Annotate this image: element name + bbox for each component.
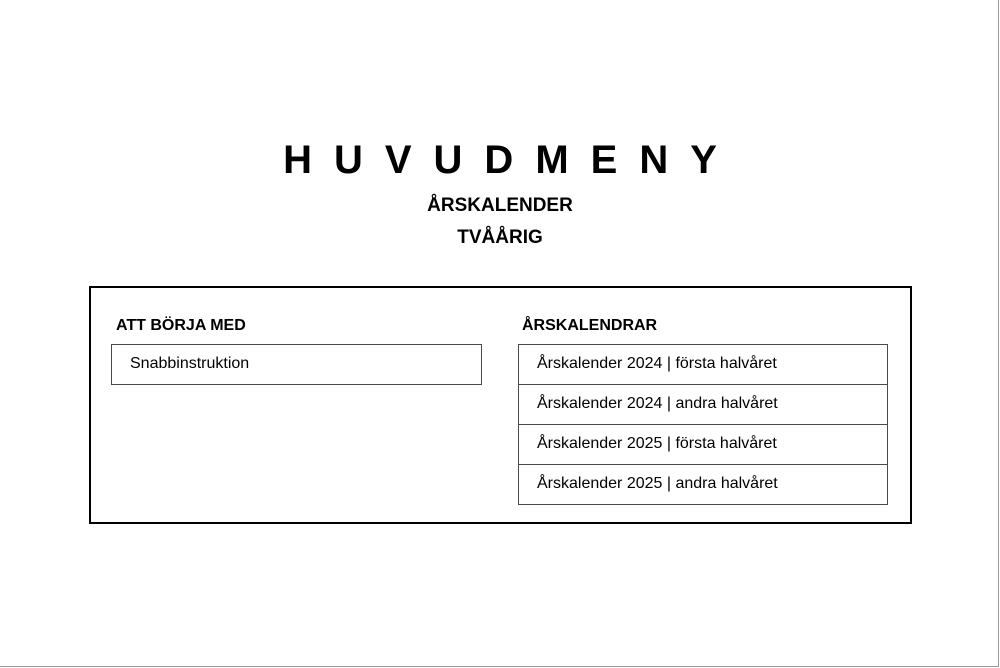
link-calendar-2024-first-half[interactable]: Årskalender 2024 | första halvåret (518, 344, 888, 385)
calendars-list (518, 344, 888, 505)
link-calendar-2024-second-half[interactable]: Årskalender 2024 | andra halvåret (518, 385, 888, 425)
page-subtitle-secondary: TVÅÅRIG (457, 227, 543, 248)
link-calendar-2025-second-half[interactable]: Årskalender 2025 | andra halvåret (518, 465, 888, 505)
link-quick-instructions[interactable]: Snabbinstruktion (111, 344, 482, 385)
section-heading-getting-started: ATT BÖRJA MED (116, 317, 246, 334)
link-calendar-2025-first-half[interactable]: Årskalender 2025 | första halvåret (518, 425, 888, 465)
page-title: HUVUDMENY (283, 138, 739, 182)
section-heading-calendars: ÅRSKALENDRAR (522, 317, 658, 334)
menu-panel (89, 286, 912, 524)
getting-started-list (111, 344, 482, 385)
page-subtitle: ÅRSKALENDER (427, 195, 573, 216)
